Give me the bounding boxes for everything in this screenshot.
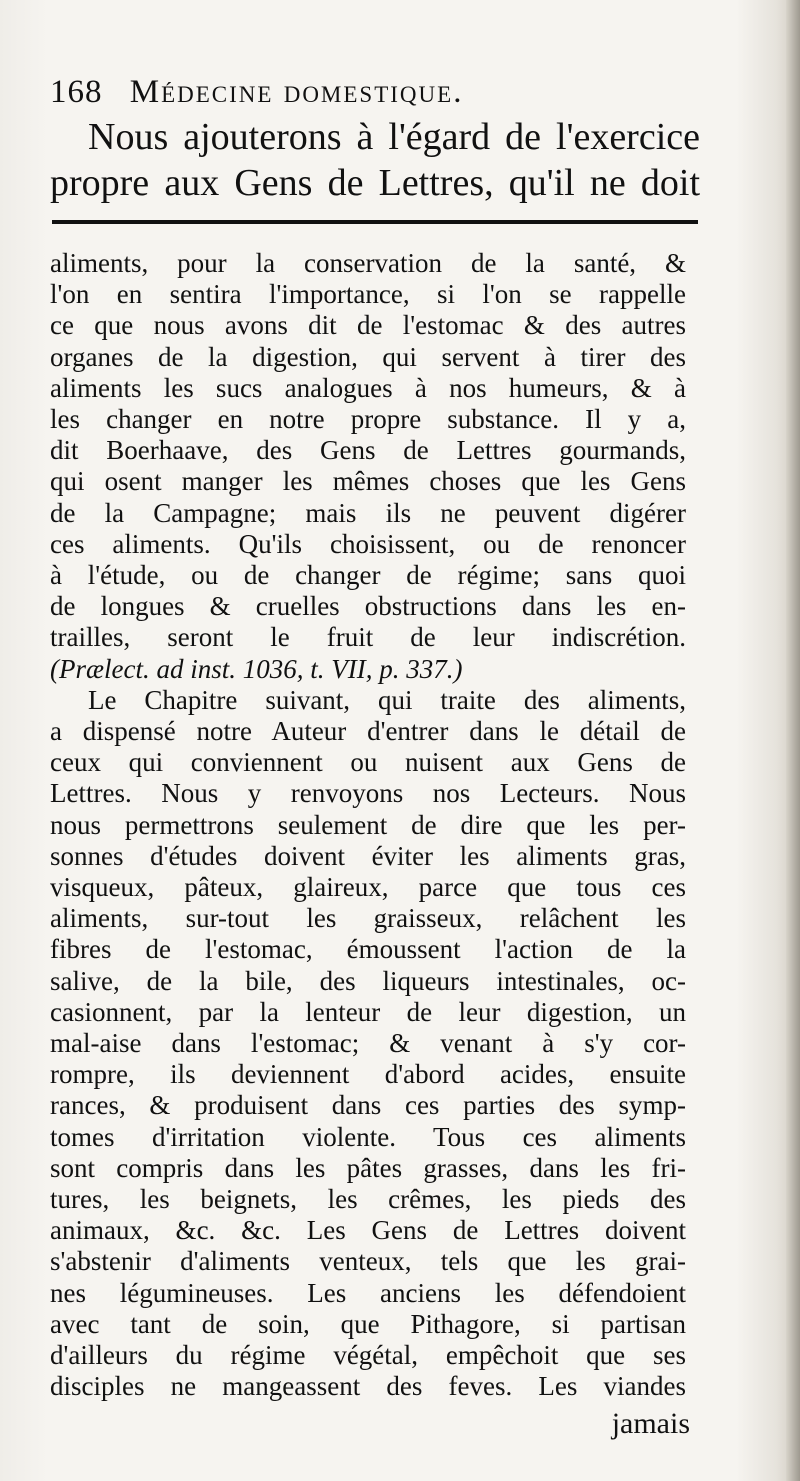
text-line: nous permettrons seulement de dire que les per-	[50, 809, 686, 840]
text-line: s'abstenir d'aliments venteux, tels que les grai-	[50, 1246, 686, 1277]
text-line: aliments les sucs analogues à nos humeurs, & à	[50, 372, 686, 403]
catchword: jamais	[611, 1407, 690, 1441]
text-line: aliments, pour la conservation de la santé, &	[50, 248, 686, 278]
text-line: qui osent manger les mêmes choses que les Gens	[50, 466, 686, 497]
text-line: mal-aise dans l'estomac; & venant à s'y cor-	[50, 1028, 686, 1058]
text-line: disciples ne mangeassent des feves. Les viandes	[50, 1371, 686, 1402]
text-line: casionnent, par la lenteur de leur digestion, un	[50, 996, 686, 1027]
text-line: organes de la digestion, qui servent à tirer des	[50, 341, 686, 372]
intro-line: propre aux Gens de Lettres, qu'il ne doit	[50, 162, 700, 204]
text-line: sonnes d'études doivent éviter les aliments gras,	[50, 840, 686, 871]
intro-line: Nous ajouterons à l'égard de l'exercice	[88, 116, 700, 158]
text-line: les changer en notre propre substance. Il y a,	[50, 404, 686, 434]
text-line: trailles, seront le fruit de leur indiscrétion.	[50, 622, 686, 653]
text-line: de la Campagne; mais ils ne peuvent digérer	[50, 497, 686, 528]
citation-line: (Prælect. ad inst. 1036, t. VII, p. 337.)	[50, 653, 463, 684]
horizontal-rule	[52, 220, 698, 224]
text-line: a dispensé notre Auteur d'entrer dans le détail de	[50, 716, 686, 746]
text-line: dit Boerhaave, des Gens de Lettres gourmands,	[50, 435, 686, 466]
page-gutter	[786, 0, 800, 1481]
running-header	[50, 74, 770, 118]
text-line: ce que nous avons dit de l'estomac & des autres	[50, 310, 686, 341]
running-title: Médecine domestique.	[129, 74, 464, 110]
text-line: tomes d'irritation violente. Tous ces aliments	[50, 1121, 686, 1152]
text-line: sont compris dans les pâtes grasses, dans les fri-	[50, 1152, 686, 1183]
text-line: d'ailleurs du régime végétal, empêchoit que ses	[50, 1340, 686, 1370]
text-line: ceux qui conviennent ou nuisent aux Gens de	[50, 747, 686, 778]
text-line: Lettres. Nous y renvoyons nos Lecteurs. Nous	[50, 778, 686, 809]
text-line: l'on en sentira l'importance, si l'on se rappelle	[50, 279, 686, 310]
text-line: à l'étude, ou de changer de régime; sans quoi	[50, 560, 686, 590]
text-line: rompre, ils deviennent d'abord acides, ensuite	[50, 1059, 686, 1090]
text-line: animaux, &c. &c. Les Gens de Lettres doivent	[50, 1215, 686, 1246]
text-line: aliments, sur-tout les graisseux, relâchent les	[50, 903, 686, 934]
text-line: nes légumineuses. Les anciens les défendoient	[50, 1277, 686, 1308]
text-line: salive, de la bile, des liqueurs intestinales, oc-	[50, 965, 686, 996]
text-line: avec tant de soin, que Pithagore, si partisan	[50, 1308, 686, 1339]
text-line: fibres de l'estomac, émoussent l'action de la	[50, 934, 686, 965]
text-line: de longues & cruelles obstructions dans les en-	[50, 591, 686, 622]
text-line: Le Chapitre suivant, qui traite des aliments,	[88, 684, 686, 715]
page-number: 168	[50, 74, 103, 110]
text-line: tures, les beignets, les crêmes, les pieds des	[50, 1184, 686, 1214]
text-line: visqueux, pâteux, glaireux, parce que tous ces	[50, 872, 686, 902]
text-line: ces aliments. Qu'ils choisissent, ou de renoncer	[50, 528, 686, 559]
text-line: rances, & produisent dans ces parties des symp-	[50, 1090, 686, 1121]
